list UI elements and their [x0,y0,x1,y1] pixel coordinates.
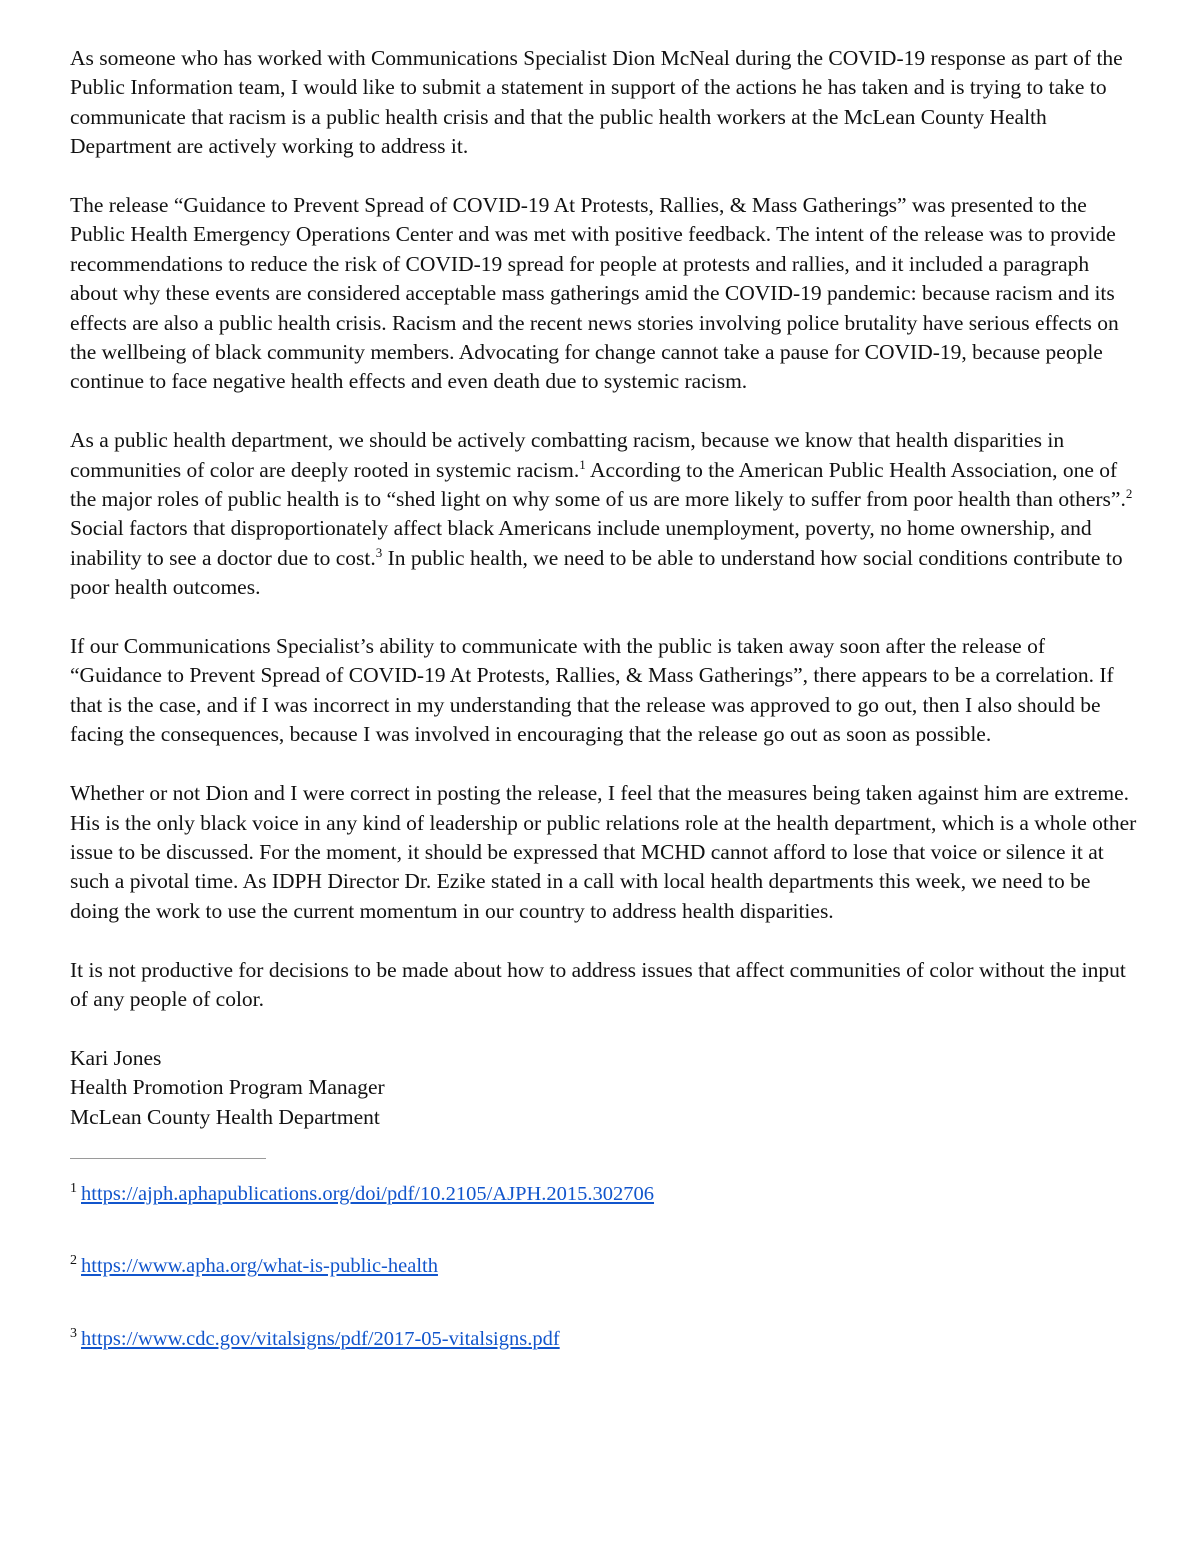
footnote-ref-1[interactable]: 1 [579,456,586,472]
footnote-divider [70,1158,266,1159]
paragraph-segment: As a public health department, we should be actively combatting racism, because we know that health disparities in communities of color are deeply rooted in systemic racism. [70,428,1065,482]
paragraph-public-health-role [70,426,1138,602]
paragraph-segment: According to the American Public Health Association, one of the major roles of public health is to “shed light on why some of us are more likely to suffer from poor health than others”. [70,457,1126,512]
signature-title: Health Promotion Program Manager [70,1075,385,1100]
footnote-ref-3[interactable]: 3 [375,544,383,560]
document-page [70,44,1138,1354]
footnote-3 [70,1324,1138,1354]
paragraph-consequences: If our Communications Specialist’s ability to communicate with the public is taken away soon after the release of “Guidance to Prevent Spread of COVID-19 At Protests, Rallies, & Mass Gatherings”, there appears to be a correlation. If that is the case, and if I was incorrect in my understanding that the release was approved to go out, then I also should be facing the consequences, because I was involved in encouraging that the release go out as soon as possible. [70,634,1114,747]
footnote-number: 1 [70,1180,77,1196]
paragraph-intro: As someone who has worked with Communications Specialist Dion McNeal during the COVID-19 response as part of the Public Information team, I would like to submit a statement in support of the actions he has taken and is trying to take to communicate that racism is a public health crisis and that the public health workers at the McLean County Health Department are actively working to address it. [70,46,1123,159]
footnote-number: 3 [70,1325,77,1341]
paragraph-conclusion: It is not productive for decisions to be made about how to address issues that affect communities of color without the input of any people of color. [70,957,1126,1011]
paragraph-segment: Social factors that disproportionately affect black Americans include unemployment, poverty, no home ownership, and inability to see a doctor due to cost. [70,516,1092,570]
signature-name: Kari Jones [70,1045,162,1070]
footnote-link-3[interactable]: https://www.cdc.gov/vitalsigns/pdf/2017-05-vitalsigns.pdf [81,1327,560,1350]
paragraph-release: The release “Guidance to Prevent Spread of COVID-19 At Protests, Rallies, & Mass Gatherings” was presented to the Public Health Emergency Operations Center and was met with positive feedback. The intent of the release was to provide recommendations to reduce the risk of COVID-19 spread for people at protests and rallies, and it included a paragraph about why these events are considered acceptable mass gatherings amid the COVID-19 pandemic: because racism and its effects are also a public health crisis. Racism and the recent news stories involving police brutality have serious effects on the wellbeing of black community members. Advocating for change cannot take a pause for COVID-19, because people continue to face negative health effects and even death due to systemic racism. [70,193,1119,394]
footnote-ref-2[interactable]: 2 [1125,485,1133,501]
paragraph-measures: Whether or not Dion and I were correct in posting the release, I feel that the measures being taken against him are extreme. His is the only black voice in any kind of leadership or public relations role at the health department, which is a whole other issue to be discussed. For the moment, it should be expressed that MCHD cannot afford to lose that voice or silence it at such a pivotal time. As IDPH Director Dr. Ezike stated in a call with local health departments this week, we need to be doing the work to use the current momentum in our country to address health disparities. [70,781,1137,923]
footnote-2 [70,1251,1138,1281]
footnote-link-1[interactable]: https://ajph.aphapublications.org/doi/pdf/10.2105/AJPH.2015.302706 [81,1182,655,1205]
paragraph-segment: In public health, we need to be able to understand how social conditions contribute to poor health outcomes. [70,545,1123,600]
footnote-link-2[interactable]: https://www.apha.org/what-is-public-health [81,1255,438,1278]
footnote-1 [70,1179,1138,1209]
signature-block [70,1044,1138,1132]
signature-organization: McLean County Health Department [70,1104,380,1129]
footnote-number: 2 [70,1253,77,1269]
